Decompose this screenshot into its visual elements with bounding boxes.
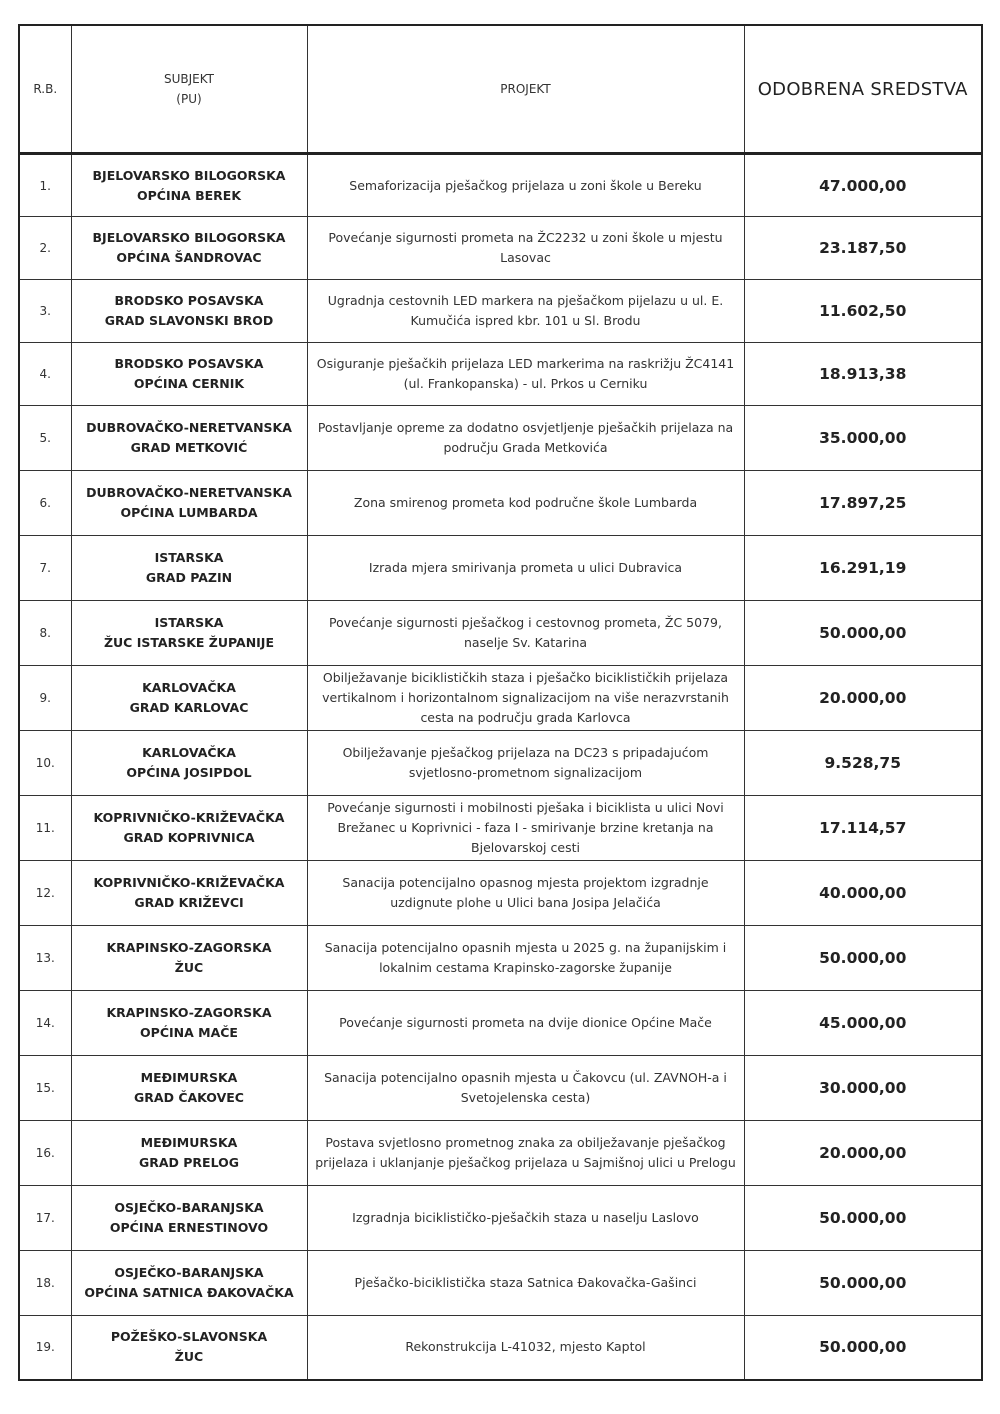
- subject-unit: OPĆINA ERNESTINOVO: [109, 1220, 269, 1235]
- subject-unit: GRAD PAZIN: [145, 570, 233, 585]
- subject-unit: GRAD SLAVONSKI BROD: [104, 313, 274, 328]
- row-number: 7.: [19, 536, 71, 601]
- approved-amount: 45.000,00: [744, 991, 982, 1056]
- subject-unit: OPĆINA BEREK: [136, 187, 242, 203]
- project-description: Semaforizacija pješačkog prijelaza u zoni škole u Bereku: [307, 154, 744, 217]
- subject-county: KRAPINSKO-ZAGORSKA: [106, 1005, 272, 1020]
- table-row: [19, 217, 982, 280]
- approved-amount: 50.000,00: [744, 1316, 982, 1380]
- project-description: Postavljanje opreme za dodatno osvjetljenje pješačkih prijelaza na području Grada Metkovića: [307, 406, 744, 471]
- project-description: Povećanje sigurnosti pješačkog i cestovnog prometa, ŽC 5079, naselje Sv. Katarina: [307, 601, 744, 666]
- subject-cell: [71, 1251, 307, 1316]
- subject-cell: [71, 861, 307, 926]
- table-row: [19, 406, 982, 471]
- row-number: 3.: [19, 280, 71, 343]
- subject-county: OSJEČKO-BARANJSKA: [114, 1200, 264, 1215]
- subject-county: KARLOVAČKA: [142, 680, 236, 695]
- subject-cell: [71, 731, 307, 796]
- subject-county: DUBROVAČKO-NERETVANSKA: [86, 485, 292, 500]
- row-number: 17.: [19, 1186, 71, 1251]
- table-row: [19, 343, 982, 406]
- project-description: Obilježavanje pješačkog prijelaza na DC23 s pripadajućom svjetlosno-prometnom signalizacijom: [307, 731, 744, 796]
- subject-county: ISTARSKA: [154, 615, 224, 630]
- subject-county: KOPRIVNIČKO-KRIŽEVAČKA: [93, 810, 285, 825]
- table-row: [19, 471, 982, 536]
- subject-unit: OPĆINA LUMBARDA: [120, 505, 258, 520]
- header-rb: R.B.: [19, 25, 71, 154]
- project-description: Sanacija potencijalno opasnog mjesta projektom izgradnje uzdignute plohe u Ulici bana Josipa Jelačića: [307, 861, 744, 926]
- project-description: Zona smirenog prometa kod područne škole Lumbarda: [307, 471, 744, 536]
- row-number: 12.: [19, 861, 71, 926]
- subject-unit: GRAD KOPRIVNICA: [123, 830, 255, 845]
- row-number: 2.: [19, 217, 71, 280]
- subject-county: MEĐIMURSKA: [140, 1070, 238, 1085]
- project-description: Sanacija potencijalno opasnih mjesta u 2025 g. na županijskim i lokalnim cestama Krapinsko-zagorske županije: [307, 926, 744, 991]
- row-number: 13.: [19, 926, 71, 991]
- approved-amount: 17.114,57: [744, 796, 982, 861]
- table-row: [19, 601, 982, 666]
- subject-cell: [71, 926, 307, 991]
- approved-funds-table: [18, 24, 983, 1381]
- header-project: PROJEKT: [307, 25, 744, 154]
- approved-amount: 18.913,38: [744, 343, 982, 406]
- row-number: 1.: [19, 154, 71, 217]
- subject-county: KARLOVAČKA: [142, 745, 236, 760]
- subject-county: MEĐIMURSKA: [140, 1135, 238, 1150]
- approved-amount: 40.000,00: [744, 861, 982, 926]
- subject-unit: GRAD KARLOVAC: [129, 700, 249, 715]
- subject-cell: [71, 796, 307, 861]
- subject-cell: [71, 991, 307, 1056]
- approved-amount: 50.000,00: [744, 1251, 982, 1316]
- approved-amount: 20.000,00: [744, 1121, 982, 1186]
- table-row: [19, 796, 982, 861]
- project-description: Sanacija potencijalno opasnih mjesta u Čakovcu (ul. ZAVNOH-a i Svetojelenska cesta): [307, 1056, 744, 1121]
- table-row: [19, 926, 982, 991]
- row-number: 5.: [19, 406, 71, 471]
- subject-unit: ŽUC ISTARSKE ŽUPANIJE: [103, 635, 275, 650]
- subject-cell: [71, 343, 307, 406]
- table-body: [19, 154, 982, 1380]
- subject-unit: OPĆINA ŠANDROVAC: [116, 250, 262, 265]
- subject-county: POŽEŠKO-SLAVONSKA: [110, 1329, 268, 1345]
- subject-cell: [71, 666, 307, 731]
- row-number: 10.: [19, 731, 71, 796]
- row-number: 14.: [19, 991, 71, 1056]
- subject-unit: OPĆINA CERNIK: [133, 376, 245, 391]
- subject-cell: [71, 154, 307, 217]
- subject-cell: [71, 601, 307, 666]
- subject-county: ISTARSKA: [154, 550, 224, 565]
- subject-cell: [71, 536, 307, 601]
- table-row: [19, 861, 982, 926]
- approved-amount: 17.897,25: [744, 471, 982, 536]
- table-row: [19, 1316, 982, 1380]
- project-description: Pješačko-biciklistička staza Satnica Đakovačka-Gašinci: [307, 1251, 744, 1316]
- subject-county: OSJEČKO-BARANJSKA: [114, 1265, 264, 1280]
- table-row: [19, 1121, 982, 1186]
- project-description: Obilježavanje biciklističkih staza i pješačko biciklističkih prijelaza vertikalnom i horizontalnom signalizacijom na više nerazvrstanih cesta na području grada Karlovca: [307, 666, 744, 731]
- table-row: [19, 666, 982, 731]
- table-row: [19, 154, 982, 217]
- subject-county: BJELOVARSKO BILOGORSKA: [92, 230, 286, 245]
- header-subject-line1: SUBJEKT: [163, 72, 215, 86]
- project-description: Povećanje sigurnosti prometa na ŽC2232 u zoni škole u mjestu Lasovac: [307, 217, 744, 280]
- subject-unit: GRAD METKOVIĆ: [130, 440, 248, 455]
- subject-cell: [71, 406, 307, 471]
- approved-amount: 9.528,75: [744, 731, 982, 796]
- approved-amount: 47.000,00: [744, 154, 982, 217]
- subject-county: KRAPINSKO-ZAGORSKA: [106, 940, 272, 955]
- subject-unit: OPĆINA JOSIPDOL: [126, 765, 252, 780]
- approved-amount: 50.000,00: [744, 926, 982, 991]
- header-subject-line2: (PU): [176, 92, 202, 106]
- table-row: [19, 1186, 982, 1251]
- subject-unit: OPĆINA SATNICA ĐAKOVAČKA: [84, 1285, 294, 1300]
- project-description: Povećanje sigurnosti prometa na dvije dionice Općine Mače: [307, 991, 744, 1056]
- header-subject: [71, 25, 307, 154]
- approved-amount: 11.602,50: [744, 280, 982, 343]
- subject-unit: GRAD KRIŽEVCI: [134, 895, 244, 910]
- table-row: [19, 280, 982, 343]
- subject-cell: [71, 217, 307, 280]
- table-row: [19, 1056, 982, 1121]
- subject-county: BJELOVARSKO BILOGORSKA: [92, 167, 286, 183]
- table-row: [19, 1251, 982, 1316]
- approved-amount: 30.000,00: [744, 1056, 982, 1121]
- row-number: 9.: [19, 666, 71, 731]
- row-number: 4.: [19, 343, 71, 406]
- subject-cell: [71, 1186, 307, 1251]
- table-row: [19, 731, 982, 796]
- subject-county: BRODSKO POSAVSKA: [114, 356, 264, 371]
- approved-amount: 50.000,00: [744, 601, 982, 666]
- approved-amount: 23.187,50: [744, 217, 982, 280]
- subject-cell: [71, 1121, 307, 1186]
- project-description: Osiguranje pješačkih prijelaza LED markerima na raskrižju ŽC4141 (ul. Frankopanska) - ul. Prkos u Cerniku: [307, 343, 744, 406]
- approved-amount: 16.291,19: [744, 536, 982, 601]
- subject-cell: [71, 471, 307, 536]
- project-description: Postava svjetlosno prometnog znaka za obilježavanje pješačkog prijelaza i uklanjanje pješačkog prijelaza u Sajmišnoj ulici u Prelogu: [307, 1121, 744, 1186]
- table-row: [19, 991, 982, 1056]
- row-number: 6.: [19, 471, 71, 536]
- header-amount: ODOBRENA SREDSTVA: [744, 25, 982, 154]
- project-description: Ugradnja cestovnih LED markera na pješačkom pijelazu u ul. E. Kumučića ispred kbr. 101 u Sl. Brodu: [307, 280, 744, 343]
- subject-unit: ŽUC: [174, 960, 204, 975]
- subject-county: KOPRIVNIČKO-KRIŽEVAČKA: [93, 875, 285, 890]
- subject-unit: OPĆINA MAČE: [140, 1025, 238, 1040]
- subject-unit: GRAD ČAKOVEC: [134, 1090, 244, 1105]
- approved-amount: 20.000,00: [744, 666, 982, 731]
- row-number: 18.: [19, 1251, 71, 1316]
- subject-cell: [71, 1056, 307, 1121]
- project-description: Povećanje sigurnosti i mobilnosti pješaka i biciklista u ulici Novi Brežanec u Koprivnici - faza I - smirivanje brzine kretanja na Bjelovarskoj cesti: [307, 796, 744, 861]
- row-number: 8.: [19, 601, 71, 666]
- project-description: Izgradnja biciklističko-pješačkih staza u naselju Laslovo: [307, 1186, 744, 1251]
- approved-amount: 35.000,00: [744, 406, 982, 471]
- row-number: 16.: [19, 1121, 71, 1186]
- subject-unit: GRAD PRELOG: [138, 1155, 240, 1170]
- table-header-row: [19, 25, 982, 154]
- project-description: Izrada mjera smirivanja prometa u ulici Dubravica: [307, 536, 744, 601]
- subject-cell: [71, 280, 307, 343]
- row-number: 15.: [19, 1056, 71, 1121]
- subject-cell: [71, 1316, 307, 1380]
- subject-county: BRODSKO POSAVSKA: [114, 293, 264, 308]
- table-row: [19, 536, 982, 601]
- subject-county: DUBROVAČKO-NERETVANSKA: [86, 420, 292, 435]
- approved-amount: 50.000,00: [744, 1186, 982, 1251]
- subject-unit: ŽUC: [174, 1349, 204, 1365]
- project-description: Rekonstrukcija L-41032, mjesto Kaptol: [307, 1316, 744, 1380]
- row-number: 11.: [19, 796, 71, 861]
- row-number: 19.: [19, 1316, 71, 1380]
